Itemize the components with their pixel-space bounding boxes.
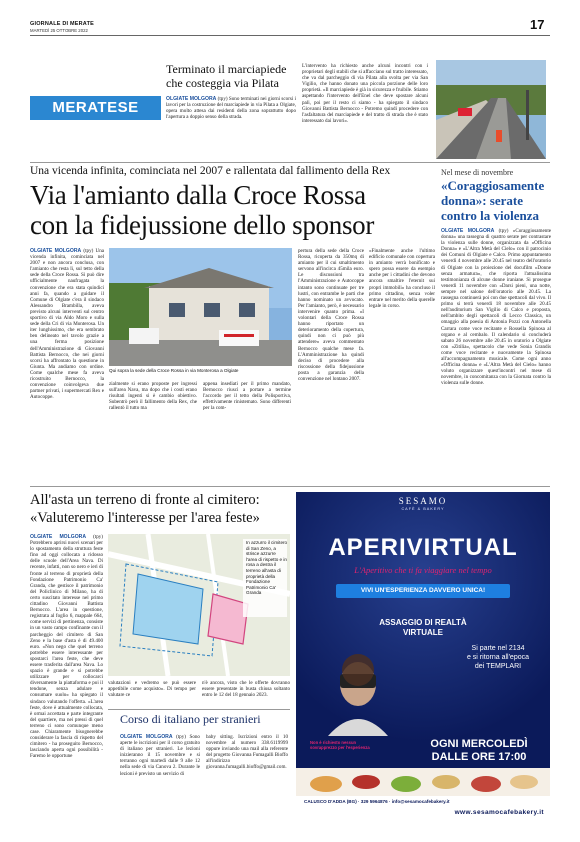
italian-title: Corso di italiano per stranieri — [120, 712, 261, 726]
advert-return-line1: Si parte nel 2134 — [471, 645, 525, 652]
side-story-lead: OLGIATE MOLGORA — [441, 228, 495, 234]
top-story-lead: OLGIATE MOLGORA — [166, 96, 217, 102]
auction-author: (tpy) — [93, 534, 103, 540]
advert-address: CALUSCO D'ADDA (BG) · 329 5964876 · info@sesamocafebakery.it — [304, 799, 450, 804]
side-story-text: «Coraggiosamente donna» una rassegna di quattro serate per contrastare la violenza sulle donne, organizzata da «Officina Donna» e «L'Altra Metà del Cielo» con il patrocinio dei Comuni di Olgiate e Calco. Primo appuntamento venerdì 4 novembre alle 20.45 nel teatro dell'oratorio di Olgiate con la proiezione del docufilm «Donne senza armatura», che riporta l'attualissima testimonianza di alcune donne iraniane. Si prosegue venerdì 11 novembre con «Darsi pieni, una notte, sempre nel salone dell'oratorio alle 20.45. La rassegna continuerà poi con due spettacoli dal vivo. Il primo si terrà venerdì 18 novembre alle 20.45 nell'auditorium San Vigilio di Calco e proposta, nell'ambito degli spettacoli di Lecco Classica, un omaggio alla poesia di Antonia Pozzi con Antonella Carrara come voce recitante e Rossella Spinosa al organo e al cembalo. Il calendario si concluderà sabato 26 novembre alle 20.45 in oratorio a Olgiate con «Zitilia», spettacolo che vede Sonia Grandis come voce recitante e nuovamente la Spinosa all'accompagnamento musicale. Come ogni anno «Officina donna» e «L'Altra Metà del Cielo» hanno voluto organizzare quest'incontri nel mese di novembre, in concomitanza con la Giornata contro la violenza sulle donne. — [441, 228, 551, 387]
advert-return-line3: dei TEMPLARI — [474, 663, 522, 670]
food-strip — [296, 768, 550, 796]
italian-col1 — [120, 734, 200, 777]
main-story-col2: zialmente si erano proposte per ingressi sull'area Nava, ma dopo che i costi erano risultati ingenti si è cambio obiettivo. Subentrò però il fallimento della Rex, che rallentò il tutto ma — [109, 381, 197, 412]
side-story-title: «Coraggiosamente donna»: serate contro la violenza — [441, 178, 545, 223]
advert-return-line2: e si ritorna all'epoca — [466, 654, 530, 661]
italian-author: (tpy) — [176, 734, 186, 740]
italian-text1: Sono aperte le iscrizioni per il corso gratuito di italiano per stranieri. Le lezioni inizieranno il 15 novembre e si terranno ogni martedì dalle 9 alle 12 nella sede di via Canova 2. Durante le lezioni è previsto un servizio di — [120, 734, 200, 777]
main-story-caption: Qui sopra la sede della Croce Rossa in via Monterosa a Olgiate — [109, 368, 239, 373]
advert-brand-sub: CAFÈ & BAKERY — [401, 507, 445, 511]
italian-col2: baby sitting. Iscrizioni entro il 10 novembre al numero 338.6119999 oppure inviando una mail alla referente del progetto Giovanna Fumagalli Bioffo all'indirizzo giovanna.fumagalli.bioffo@gmail.com. — [206, 734, 288, 771]
advert-when-line1: OGNI MERCOLEDÌ — [430, 738, 528, 750]
advert-tagline: L'Aperitivo che ti fa viaggiare nel tempo — [354, 565, 492, 575]
main-story-text1: Una vicenda infinita, cominciata nel 2007 e non ancora conclusa, con l'amianto che resta lì, sul tetto della sede della Croce Rossa. Si può dire ufficialmente naufragata la convenzione che era stata quindici anni fa, quando a guidare il Comune di Olgiate c'era il sindaco Alessandro Brambilla, aveva previsto alcuni interventi sul centro sportivo di via Aldo Moro e sulla sede della Cri di via Monterosa. Un iter lunghissimo, che era sembrato ben delineato nel tavolo grazie a una ferma posizione dell'Amministrazione di Giovanni Battista Bernocco, che nei giorni scorsi ha affrontato la questione in Giunta. Ma andiamo con ordine. Come qualche mese fa aveva ricostruito Bernocco, la convenzione coinvolgeva due partner privati, i supermercati Rex e Autocoppe. — [30, 248, 104, 401]
main-story-title-line2: con la fidejussione dello sponsor — [30, 210, 375, 240]
map-caption: In azzurro il cimitero di San Zeno, a strisce azzurre l'area di rispetto e in rosa a destra il terreno all'asta di proprietà della Fondazione Patrimonio Ca' Granda — [246, 540, 288, 596]
vr-figure — [310, 644, 406, 736]
divider-3 — [108, 709, 290, 710]
croce-rossa-photo — [109, 248, 292, 366]
side-story-body — [441, 228, 551, 480]
auction-text: Potrebbero aprirsi nuovi scenari per lo spostamento della struttura feste fino ad oggi collocata a ridosso delle scuole dell'Area Nava. Di recente, infatti, non so nero e ieri di fronte al terreno di proprietà della Fondazione Patrimonio Ca' Granda, che gestisce il patrimonio del Policlinico di Milano, ha di certo suscitato interesse nel primo cittadino Giovanni Battista Bernocco. L'area in questione, registrata al foglio 6, mappale 664, come servizi di pertinenza, consiste in un vasto campo confinante con il parcheggio del cimitero di San Zeno e la base d'asta è di 49.400 euro. «Non nego che quel terreno potrebbe essere interessante per spostarci l'area feste, che deve essere trasferita dall'area Nava. Lo spazio è grande e si potrebbe utilizzare per collocarci diversamente la piattaforma e poi il tendone, senza adulare e consumare suolo» ha spiegato il sindaco valutando l'offerta. «L'area feste, dove è attualmente collocata, è ormai accettata e parte integrante del quartiere, ma nei pressi di quel terreno ci sono comunque meno case. Chiaramente bisognerebbe considerare la fascia di rispetto del cimitero - ha proseguito Bernocco, lasciando aperta ogni possibilità - Faremo le opportune — [30, 540, 103, 760]
advert-promo-line1: ASSAGGIO DI REALTÀ — [379, 618, 467, 627]
masthead-rule — [30, 35, 550, 36]
italian-lead: OLGIATE MOLGORA — [120, 734, 173, 740]
auction-body — [30, 534, 103, 818]
top-story-text1: Sono terminati nei giorni scorsi i lavori per la costruzione del marciapiede in via Pilata a Olgiate, opera molto attesa dai residenti della zona soprattutto dopo l'apertura a doppio senso della strada. — [166, 96, 297, 121]
main-story-col1 — [30, 248, 104, 474]
main-story-kicker: Una vicenda infinita, cominciata nel 2007 e rallentata dal fallimento della Rex — [30, 165, 391, 177]
side-story-author: (tpy) — [498, 228, 509, 234]
main-story-col4: pertura della sede della Croce Rossa, ricoperta da 350mq di amianto per il cui smaltimento servono all'incirca 45mila euro. Le discussioni tra l'Amministrazione e Autocoppe intanto sono continuate per tre lustri, con entrambe le parti che hanno nominato un avvocato. Per l'amianto, però, è necessario intervenire quanto prima. «I volontari della Croce Rossa hanno riportato un deterioramento della copertura, quindi non ci può più attendere» aveva commentato Bernocco qualche mese fa. L'Amministrazione ha quindi deciso di procedere alla riscossione della fidejussione posta a garanzia della convenzione nel lontano 2007. — [298, 248, 364, 382]
top-story-author: (tpy) — [217, 96, 228, 102]
main-story-col3: appena insediati per il primo mandato, Bernocco riuscì a portare a termine l'accordo per il tetto della Polisportiva, effettivamente rinistemato. Sono differenti per la com- — [203, 381, 291, 412]
page-number: 17 — [530, 17, 545, 32]
top-story-col1 — [166, 96, 296, 120]
top-story-title: Terminato il marciapiede che costeggia via Pilata — [166, 62, 287, 90]
issue-date: MARTEDÌ 25 OTTOBRE 2022 — [30, 28, 88, 33]
advert-when-line2: DALLE ORE 17:00 — [431, 751, 527, 763]
divider-2 — [30, 486, 550, 487]
sesamo-advert[interactable] — [296, 492, 550, 823]
sidewalk-photo — [436, 60, 546, 159]
main-story-col5: «Finalmente anche l'ultimo edificio comunale con copertura in amianto verrà bonificato e spero possa essere da esempio anche per i cittadini che devono ancora smaltire l'eternit sui propri immobili» ha concluso il primo cittadino, senza voler entrare nel merito della querelle legale in corso. — [369, 248, 435, 309]
advert-event: APERIVIRTUAL — [328, 534, 518, 561]
divider-1 — [30, 162, 550, 163]
section-label: MERATESE — [30, 96, 161, 120]
advert-banner: VIVI UN'ESPERIENZA DAVVERO UNICA! — [336, 584, 510, 598]
auction-col3: n'è ancora, visto che le offerte dovranno essere presentate in busta chiusa soltanto entro le 12 del 18 gennaio 2023. — [202, 680, 290, 699]
auction-lead: OLGIATE MOLGORA — [30, 534, 87, 540]
top-story-col2: L'intervento ha richiesto anche alcuni incontri con i proprietari degli stabili che si affacciano sul tratto interessato, che va dal parcheggio di via Pilata alla svolta per via San Vigilio, che hanno donato una piccola porzione delle loro proprietà. «Il marciapiede è già in sicurezza e fruibile. Stiamo aspettando l'intervento dell'Enel che deve spostare alcuni pali, poi per il resto ci siamo - ha spiegato il sindaco Giovanni Battista Bernocco - Potremo quindi procedere con l'asfaltatura del marciapiede e del tratto di strada che è stato interessato dai lavori». — [302, 63, 429, 124]
auction-title-line1: All'asta un terreno di fronte al cimitero: — [30, 492, 260, 508]
side-story-kicker: Nel mese di novembre — [441, 168, 514, 177]
auction-title-line2: «Valuteremo l'interesse per l'area feste» — [30, 510, 260, 526]
advert-note: Non è richiesto nessun sovrapprezzo per l'esperienza — [310, 740, 370, 751]
main-story-title-line1: Via l'amianto dalla Croce Rossa — [30, 180, 366, 210]
advert-promo-line2: VIRTUALE — [403, 628, 443, 637]
main-story-lead: OLGIATE MOLGORA — [30, 248, 82, 254]
paper-name: GIORNALE DI MERATE — [30, 21, 94, 27]
auction-col2: valutazioni e vedremo se può essere appetibile come acquisto». Di tempo per valutare ce — [108, 680, 196, 699]
main-story-author: (tpy) — [83, 248, 94, 254]
advert-website[interactable]: www.sesamocafebakery.it — [454, 809, 544, 816]
advert-brand: SESAMO — [398, 496, 448, 506]
